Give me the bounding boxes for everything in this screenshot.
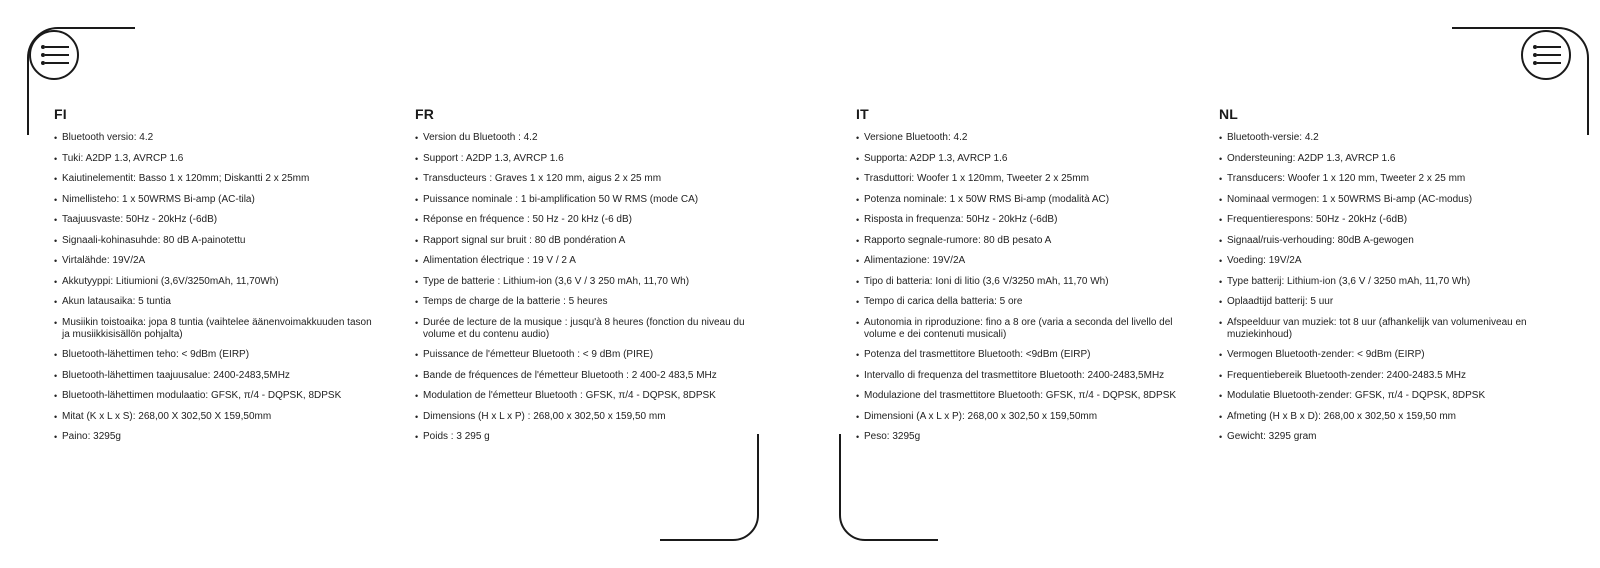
list-item: • Mitat (K x L x S): 268,00 X 302,50 X 159,50mm — [54, 411, 372, 423]
list-item: • Nominaal vermogen: 1 x 50WRMS Bi-amp (AC-modus) — [1219, 194, 1564, 206]
spec-list — [415, 132, 760, 443]
list-item: • Modulation de l'émetteur Bluetooth : GFSK, π/4 - DQPSK, 8DPSK — [415, 390, 760, 402]
list-item: • Transducers: Woofer 1 x 120 mm, Tweeter 2 x 25 mm — [1219, 173, 1564, 185]
list-item: • Akkutyyppi: Litiumioni (3,6V/3250mAh, 11,70Wh) — [54, 276, 372, 288]
list-item: • Paino: 3295g — [54, 431, 372, 443]
list-item: • Puissance nominale : 1 bi-amplification 50 W RMS (mode CA) — [415, 194, 760, 206]
language-heading: FI — [54, 106, 67, 122]
menu-button-left[interactable] — [29, 30, 79, 80]
list-item: • Modulatie Bluetooth-zender: GFSK, π/4 - DQPSK, 8DPSK — [1219, 390, 1564, 402]
list-item: • Durée de lecture de la musique : jusqu'à 8 heures (fonction du niveau du volume et du contenu audio) — [415, 317, 760, 341]
list-item: • Autonomia in riproduzione: fino a 8 ore (varia a seconda del livello del volume e dei contenuti musicali) — [856, 317, 1201, 341]
list-item: • Musiikin toistoaika: jopa 8 tuntia (vaihtelee äänenvoimakkuuden tason ja musiikkisisällön pohjalta) — [54, 317, 372, 341]
list-item: • Bluetooth-lähettimen modulaatio: GFSK, π/4 - DQPSK, 8DPSK — [54, 390, 372, 402]
spec-list — [54, 132, 372, 443]
list-item: • Ondersteuning: A2DP 1.3, AVRCP 1.6 — [1219, 153, 1564, 165]
list-item: • Virtalähde: 19V/2A — [54, 255, 372, 267]
language-heading: FR — [415, 106, 435, 122]
list-item: • Temps de charge de la batterie : 5 heures — [415, 296, 760, 308]
list-item: • Réponse en fréquence : 50 Hz - 20 kHz (-6 dB) — [415, 214, 760, 226]
list-item: • Oplaadtijd batterij: 5 uur — [1219, 296, 1564, 308]
spec-column-fi — [54, 106, 372, 452]
list-item: • Frequentiebereik Bluetooth-zender: 2400-2483.5 MHz — [1219, 370, 1564, 382]
list-item: • Akun latausaika: 5 tuntia — [54, 296, 372, 308]
list-item: • Afmeting (H x B x D): 268,00 x 302,50 x 159,50 mm — [1219, 411, 1564, 423]
list-item: • Kaiutinelementit: Basso 1 x 120mm; Diskantti 2 x 25mm — [54, 173, 372, 185]
list-item: • Trasduttori: Woofer 1 x 120mm, Tweeter 2 x 25mm — [856, 173, 1201, 185]
spec-column-fr — [415, 106, 760, 452]
list-item: • Modulazione del trasmettitore Bluetooth: GFSK, π/4 - DQPSK, 8DPSK — [856, 390, 1201, 402]
list-item: • Voeding: 19V/2A — [1219, 255, 1564, 267]
list-item: • Type de batterie : Lithium-ion (3,6 V / 3 250 mAh, 11,70 Wh) — [415, 276, 760, 288]
list-item: • Vermogen Bluetooth-zender: < 9dBm (EIRP) — [1219, 349, 1564, 361]
list-item: • Version du Bluetooth : 4.2 — [415, 132, 760, 144]
list-item: • Rapporto segnale-rumore: 80 dB pesato A — [856, 235, 1201, 247]
menu-button-right[interactable] — [1521, 30, 1571, 80]
list-item: • Gewicht: 3295 gram — [1219, 431, 1564, 443]
list-item: • Puissance de l'émetteur Bluetooth : < 9 dBm (PIRE) — [415, 349, 760, 361]
list-item: • Tipo di batteria: Ioni di litio (3,6 V/3250 mAh, 11,70 Wh) — [856, 276, 1201, 288]
list-item: • Risposta in frequenza: 50Hz - 20kHz (-6dB) — [856, 214, 1201, 226]
list-item: • Bluetooth-lähettimen taajuusalue: 2400-2483,5MHz — [54, 370, 372, 382]
list-item: • Bluetooth versio: 4.2 — [54, 132, 372, 144]
list-item: • Dimensions (H x L x P) : 268,00 x 302,50 x 159,50 mm — [415, 411, 760, 423]
list-item: • Tuki: A2DP 1.3, AVRCP 1.6 — [54, 153, 372, 165]
list-item: • Supporta: A2DP 1.3, AVRCP 1.6 — [856, 153, 1201, 165]
list-item: • Type batterij: Lithium-ion (3,6 V / 3250 mAh, 11,70 Wh) — [1219, 276, 1564, 288]
list-item: • Alimentazione: 19V/2A — [856, 255, 1201, 267]
list-item: • Potenza nominale: 1 x 50W RMS Bi-amp (modalità AC) — [856, 194, 1201, 206]
list-item: • Peso: 3295g — [856, 431, 1201, 443]
list-item: • Frequentierespons: 50Hz - 20kHz (-6dB) — [1219, 214, 1564, 226]
language-heading: IT — [856, 106, 869, 122]
list-item: • Poids : 3 295 g — [415, 431, 760, 443]
language-heading: NL — [1219, 106, 1239, 122]
list-item: • Alimentation électrique : 19 V / 2 A — [415, 255, 760, 267]
spec-list — [856, 132, 1201, 443]
list-item: • Nimellisteho: 1 x 50WRMS Bi-amp (AC-tila) — [54, 194, 372, 206]
list-item: • Signaali-kohinasuhde: 80 dB A-painotettu — [54, 235, 372, 247]
list-item: • Intervallo di frequenza del trasmettitore Bluetooth: 2400-2483,5MHz — [856, 370, 1201, 382]
list-item: • Dimensioni (A x L x P): 268,00 x 302,50 x 159,50mm — [856, 411, 1201, 423]
list-item: • Support : A2DP 1.3, AVRCP 1.6 — [415, 153, 760, 165]
list-item: • Bluetooth-versie: 4.2 — [1219, 132, 1564, 144]
list-item: • Tempo di carica della batteria: 5 ore — [856, 296, 1201, 308]
list-item: • Rapport signal sur bruit : 80 dB pondération A — [415, 235, 760, 247]
list-item: • Afspeelduur van muziek: tot 8 uur (afhankelijk van volumeniveau en muziekinhoud) — [1219, 317, 1564, 341]
list-item: • Potenza del trasmettitore Bluetooth: <9dBm (EIRP) — [856, 349, 1201, 361]
list-item: • Versione Bluetooth: 4.2 — [856, 132, 1201, 144]
list-item: • Transducteurs : Graves 1 x 120 mm, aigus 2 x 25 mm — [415, 173, 760, 185]
list-item: • Bande de fréquences de l'émetteur Bluetooth : 2 400-2 483,5 MHz — [415, 370, 760, 382]
list-item: • Signaal/ruis-verhouding: 80dB A-gewogen — [1219, 235, 1564, 247]
list-item: • Bluetooth-lähettimen teho: < 9dBm (EIRP) — [54, 349, 372, 361]
spec-list — [1219, 132, 1564, 443]
spec-column-nl — [1219, 106, 1564, 452]
list-item: • Taajuusvaste: 50Hz - 20kHz (-6dB) — [54, 214, 372, 226]
spec-column-it — [856, 106, 1201, 452]
